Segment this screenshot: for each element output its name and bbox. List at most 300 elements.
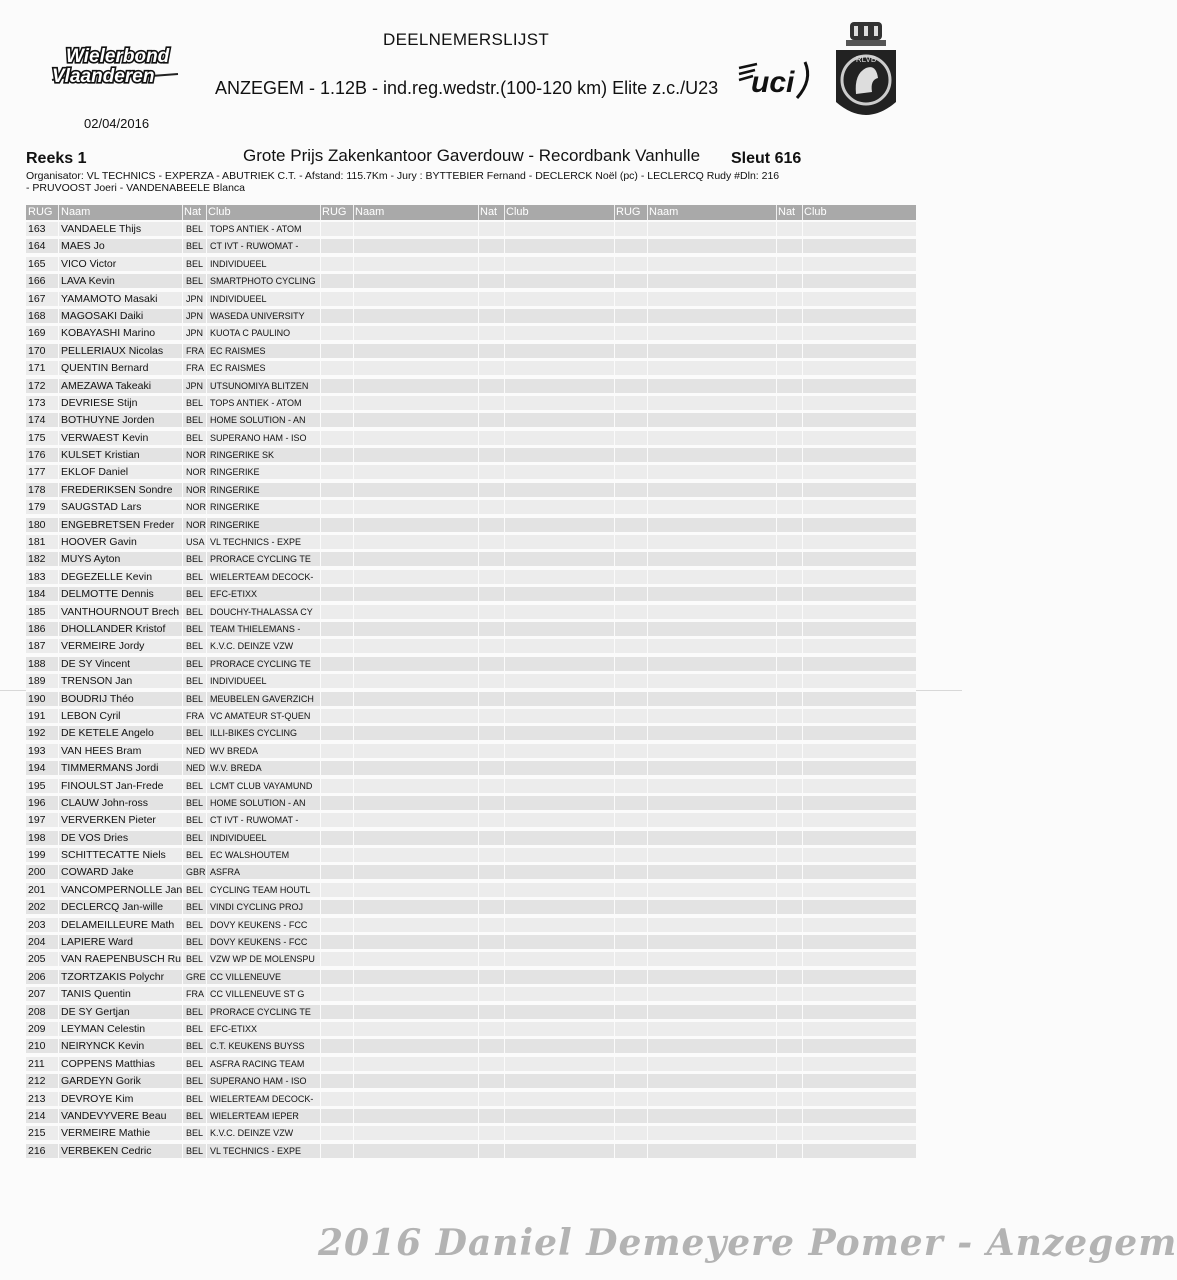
nationality-cell: GBR — [186, 867, 206, 878]
table-row — [26, 794, 916, 811]
club-cell: ASFRA — [210, 867, 241, 878]
rug-cell: 205 — [28, 953, 46, 966]
table-row — [26, 846, 916, 863]
table-row — [26, 742, 916, 759]
name-cell: PELLERIAUX Nicolas — [61, 344, 164, 357]
club-cell: HOME SOLUTION - AN — [210, 415, 306, 426]
table-row — [26, 394, 916, 411]
rug-cell: 197 — [28, 814, 46, 827]
col-header-naam: Naam — [61, 206, 91, 218]
club-cell: TOPS ANTIEK - ATOM — [210, 224, 302, 234]
table-row — [26, 881, 916, 898]
name-cell: SAUGSTAD Lars — [61, 501, 142, 514]
rug-cell: 176 — [28, 449, 46, 462]
photographer-watermark: 2016 Daniel Demeyere Pomer - Anzegem — [318, 1222, 1177, 1264]
club-cell: SUPERANO HAM - ISO — [210, 1076, 307, 1087]
table-row — [26, 690, 916, 707]
table-row — [26, 620, 916, 637]
nationality-cell: USA — [186, 537, 205, 548]
table-row — [26, 533, 916, 550]
nationality-cell: BEL — [186, 554, 204, 565]
nationality-cell: BEL — [186, 641, 204, 652]
nationality-cell: BEL — [186, 258, 204, 269]
club-cell: PRORACE CYCLING TE — [210, 658, 311, 669]
club-cell: ILLI-BIKES CYCLING — [210, 728, 298, 739]
name-cell: KULSET Kristian — [61, 449, 140, 462]
rug-cell: 195 — [28, 779, 46, 792]
club-cell: K.V.C. DEINZE VZW — [210, 641, 294, 652]
club-cell: WIELERTEAM DECOCK- — [210, 571, 314, 582]
rug-cell: 202 — [28, 901, 46, 914]
table-row — [26, 1055, 916, 1072]
table-row — [26, 516, 916, 533]
name-cell: VAN RAEPENBUSCH Ru — [61, 953, 182, 966]
table-row — [26, 290, 916, 307]
name-cell: TZORTZAKIS Polychr — [61, 970, 165, 983]
rug-cell: 212 — [28, 1075, 46, 1088]
club-cell: INDIVIDUEEL — [210, 832, 267, 843]
name-cell: VERWAEST Kevin — [61, 431, 149, 444]
name-cell: DEVRIESE Stijn — [61, 396, 138, 409]
svg-text:uci: uci — [751, 66, 795, 99]
rug-cell: 188 — [28, 657, 46, 670]
col-header-nat: Nat — [184, 206, 202, 218]
rug-cell: 186 — [28, 622, 46, 635]
rug-cell: 179 — [28, 501, 46, 514]
rug-cell: 204 — [28, 936, 46, 949]
table-row — [26, 811, 916, 828]
club-cell: CC VILLENEUVE ST G — [210, 989, 305, 1000]
rug-cell: 187 — [28, 640, 46, 653]
club-cell: CT IVT - RUWOMAT - — [210, 815, 299, 826]
name-cell: BOUDRIJ Théo — [61, 692, 134, 705]
name-cell: DELMOTTE Dennis — [61, 588, 154, 601]
nationality-cell: BEL — [186, 1145, 204, 1156]
nationality-cell: FRA — [186, 989, 204, 1000]
name-cell: VERMEIRE Mathie — [61, 1127, 151, 1140]
nationality-cell: BEL — [186, 832, 204, 843]
club-cell: MEUBELEN GAVERZICH — [210, 693, 314, 704]
table-row — [26, 272, 916, 289]
table-body — [26, 220, 916, 1159]
rug-cell: 180 — [28, 518, 46, 531]
nationality-cell: NED — [186, 763, 206, 774]
name-cell: DHOLLANDER Kristof — [61, 622, 166, 635]
rug-cell: 178 — [28, 483, 46, 496]
rug-cell: 198 — [28, 831, 46, 844]
nationality-cell: BEL — [186, 884, 204, 895]
table-row — [26, 1072, 916, 1089]
name-cell: MUYS Ayton — [61, 553, 121, 566]
name-cell: LAVA Kevin — [61, 275, 115, 288]
name-cell: BOTHUYNE Jorden — [61, 414, 155, 427]
col-header-nat-3: Nat — [778, 206, 796, 218]
name-cell: CLAUW John-ross — [61, 796, 148, 809]
name-cell: VAN HEES Bram — [61, 744, 142, 757]
club-cell: INDIVIDUEEL — [210, 676, 267, 687]
name-cell: DE VOS Dries — [61, 831, 129, 844]
name-cell: VANDEVYVERE Beau — [61, 1109, 167, 1122]
col-header-naam-2: Naam — [355, 206, 385, 218]
nationality-cell: NED — [186, 745, 206, 756]
race-category: ANZEGEM - 1.12B - ind.reg.wedstr.(100-120 km) Elite z.c./U23 — [215, 78, 719, 98]
rug-cell: 175 — [28, 431, 46, 444]
club-cell: HOME SOLUTION - AN — [210, 797, 306, 808]
table-row — [26, 829, 916, 846]
nationality-cell: BEL — [186, 1006, 204, 1017]
rug-cell: 170 — [28, 344, 46, 357]
club-cell: DOUCHY-THALASSA CY — [210, 606, 313, 617]
race-date: 02/04/2016 — [84, 116, 150, 131]
name-cell: LEBON Cyril — [61, 709, 121, 722]
name-cell: YAMAMOTO Masaki — [61, 292, 158, 305]
rug-cell: 192 — [28, 727, 46, 740]
rug-cell: 200 — [28, 866, 46, 879]
table-row — [26, 968, 916, 985]
nationality-cell: BEL — [186, 571, 204, 582]
rug-cell: 173 — [28, 396, 46, 409]
club-cell: WIELERTEAM IEPER — [210, 1110, 299, 1121]
table-row — [26, 672, 916, 689]
name-cell: SCHITTECATTE Niels — [61, 849, 166, 862]
table-row — [26, 950, 916, 967]
name-cell: DEGEZELLE Kevin — [61, 570, 153, 583]
wielerbond-vlaanderen-logo — [46, 44, 184, 88]
name-cell: DELAMEILLEURE Math — [61, 918, 175, 931]
table-row — [26, 898, 916, 915]
table-row — [26, 481, 916, 498]
table-row — [26, 603, 916, 620]
table-row — [26, 1107, 916, 1124]
name-cell: DECLERCQ Jan-wille — [61, 901, 164, 914]
rug-cell: 203 — [28, 918, 46, 931]
rug-cell: 199 — [28, 849, 46, 862]
nationality-cell: BEL — [186, 623, 204, 634]
rug-cell: 189 — [28, 675, 46, 688]
rug-cell: 166 — [28, 275, 46, 288]
nationality-cell: NOR — [186, 502, 206, 513]
club-cell: CC VILLENEUVE — [210, 971, 282, 982]
nationality-cell: BEL — [186, 1041, 204, 1052]
club-cell: EC RAISMES — [210, 345, 266, 356]
club-cell: RINGERIKE — [210, 484, 260, 495]
organizer-line-1: Organisator: VL TECHNICS - EXPERZA - ABUTRIEK C.T. - Afstand: 115.7Km - Jury : BYTTEBIER Fernand - DECLERCK Noël (pc) - LECLERCQ Rudy #Dln: 216 — [26, 170, 780, 182]
table-header — [26, 205, 916, 220]
table-row — [26, 220, 916, 237]
nationality-cell: BEL — [186, 902, 204, 913]
nationality-cell: JPN — [186, 293, 204, 304]
name-cell: QUENTIN Bernard — [61, 362, 149, 375]
rug-cell: 165 — [28, 257, 46, 270]
rug-cell: 177 — [28, 466, 46, 479]
nationality-cell: BEL — [186, 919, 204, 930]
col-header-rug: RUG — [28, 206, 53, 218]
col-header-naam-3: Naam — [649, 206, 679, 218]
name-cell: HOOVER Gavin — [61, 536, 137, 549]
rug-cell: 164 — [28, 240, 46, 253]
rug-cell: 183 — [28, 570, 46, 583]
club-cell: EFC-ETIXX — [210, 589, 258, 600]
nationality-cell: BEL — [186, 1058, 204, 1069]
club-cell: PRORACE CYCLING TE — [210, 1006, 311, 1017]
nationality-cell: BEL — [186, 224, 204, 234]
nationality-cell: BEL — [186, 1023, 204, 1034]
rug-cell: 167 — [28, 292, 46, 305]
club-cell: K.V.C. DEINZE VZW — [210, 1128, 294, 1139]
table-row — [26, 916, 916, 933]
rug-cell: 184 — [28, 588, 46, 601]
name-cell: AMEZAWA Takeaki — [61, 379, 152, 392]
table-row — [26, 777, 916, 794]
name-cell: VERBEKEN Cedric — [61, 1144, 152, 1157]
name-cell: FINOULST Jan-Frede — [61, 779, 164, 792]
rug-cell: 168 — [28, 309, 46, 322]
col-header-club-2: Club — [506, 206, 529, 218]
nationality-cell: BEL — [186, 954, 204, 965]
table-row — [26, 759, 916, 776]
club-cell: RINGERIKE SK — [210, 450, 275, 461]
rug-cell: 210 — [28, 1040, 46, 1053]
name-cell: MAES Jo — [61, 240, 105, 253]
organizer-line-2: - PRUVOOST Joeri - VANDENABEELE Blanca — [26, 182, 246, 194]
nationality-cell: BEL — [186, 432, 204, 443]
club-cell: CYCLING TEAM HOUTL — [210, 884, 311, 895]
nationality-cell: BEL — [186, 728, 204, 739]
club-cell: CT IVT - RUWOMAT - — [210, 241, 299, 252]
club-cell: ASFRA RACING TEAM — [210, 1058, 305, 1069]
rug-cell: 213 — [28, 1092, 46, 1105]
nationality-cell: BEL — [186, 815, 204, 826]
nationality-cell: BEL — [186, 693, 204, 704]
club-cell: TEAM THIELEMANS - — [210, 623, 301, 634]
table-row — [26, 324, 916, 341]
name-cell: FREDERIKSEN Sondre — [61, 483, 173, 496]
col-header-rug-2: RUG — [322, 206, 347, 218]
name-cell: DE KETELE Angelo — [61, 727, 154, 740]
rug-cell: 172 — [28, 379, 46, 392]
name-cell: ENGEBRETSEN Freder — [61, 518, 175, 531]
club-cell: VL TECHNICS - EXPE — [210, 537, 302, 548]
club-cell: VZW WP DE MOLENSPU — [210, 954, 315, 965]
col-header-club-3: Club — [804, 206, 827, 218]
table-row — [26, 568, 916, 585]
nationality-cell: BEL — [186, 606, 204, 617]
table-row — [26, 863, 916, 880]
uci-logo — [735, 58, 813, 102]
table-row — [26, 463, 916, 480]
name-cell: VERVERKEN Pieter — [61, 814, 156, 827]
table-row — [26, 237, 916, 254]
rug-cell: 191 — [28, 709, 46, 722]
nationality-cell: FRA — [186, 710, 204, 721]
rug-cell: 215 — [28, 1127, 46, 1140]
table-row — [26, 985, 916, 1002]
svg-text:RLVB: RLVB — [855, 55, 877, 64]
participants-table — [26, 205, 916, 1159]
club-cell: VC AMATEUR ST-QUEN — [210, 710, 311, 721]
table-row — [26, 342, 916, 359]
rug-cell: 209 — [28, 1022, 46, 1035]
name-cell: MAGOSAKI Daiki — [61, 309, 144, 322]
rug-cell: 185 — [28, 605, 46, 618]
table-row — [26, 377, 916, 394]
table-row — [26, 1020, 916, 1037]
rug-cell: 163 — [28, 223, 46, 235]
nationality-cell: BEL — [186, 1093, 204, 1104]
table-row — [26, 933, 916, 950]
name-cell: TANIS Quentin — [61, 988, 131, 1001]
name-cell: DE SY Vincent — [61, 657, 131, 670]
table-row — [26, 655, 916, 672]
rug-cell: 208 — [28, 1005, 46, 1018]
table-row — [26, 585, 916, 602]
nationality-cell: FRA — [186, 363, 204, 374]
nationality-cell: JPN — [186, 380, 204, 391]
club-cell: RINGERIKE — [210, 467, 260, 478]
club-cell: RINGERIKE — [210, 502, 260, 513]
nationality-cell: NOR — [186, 467, 206, 478]
club-cell: C.T. KEUKENS BUYSS — [210, 1041, 305, 1052]
table-row — [26, 446, 916, 463]
table-row — [26, 1142, 916, 1159]
sleut-number: Sleut 616 — [731, 150, 802, 167]
table-row — [26, 724, 916, 741]
col-header-nat-2: Nat — [480, 206, 498, 218]
name-cell: NEIRYNCK Kevin — [61, 1040, 145, 1053]
svg-text:Wielerbond: Wielerbond — [66, 46, 170, 67]
club-cell: RINGERIKE — [210, 519, 260, 530]
nationality-cell: BEL — [186, 397, 204, 408]
organizer-info — [26, 170, 816, 194]
nationality-cell: NOR — [186, 450, 206, 461]
rug-cell: 196 — [28, 796, 46, 809]
table-row — [26, 550, 916, 567]
club-cell: LCMT CLUB VAYAMUND — [210, 780, 313, 791]
nationality-cell: BEL — [186, 937, 204, 948]
club-cell: WASEDA UNIVERSITY — [210, 310, 305, 321]
name-cell: VANTHOURNOUT Brech — [61, 605, 180, 618]
nationality-cell: JPN — [186, 328, 204, 339]
table-row — [26, 1124, 916, 1141]
nationality-cell: FRA — [186, 345, 204, 356]
nationality-cell: JPN — [186, 310, 204, 321]
nationality-cell: BEL — [186, 676, 204, 687]
club-cell: W.V. BREDA — [210, 763, 262, 774]
club-cell: UTSUNOMIYA BLITZEN — [210, 380, 309, 391]
nationality-cell: BEL — [186, 589, 204, 600]
club-cell: SUPERANO HAM - ISO — [210, 432, 307, 443]
club-cell: DOVY KEUKENS - FCC — [210, 919, 308, 930]
table-row — [26, 411, 916, 428]
table-row — [26, 707, 916, 724]
nationality-cell: BEL — [186, 1128, 204, 1139]
rug-cell: 211 — [28, 1057, 45, 1070]
table-row — [26, 1003, 916, 1020]
name-cell: COPPENS Matthias — [61, 1057, 155, 1070]
name-cell: LAPIERE Ward — [61, 936, 133, 949]
club-cell: VL TECHNICS - EXPE — [210, 1145, 302, 1156]
name-cell: EKLOF Daniel — [61, 466, 129, 479]
name-cell: VERMEIRE Jordy — [61, 640, 145, 653]
club-cell: KUOTA C PAULINO — [210, 328, 291, 339]
nationality-cell: BEL — [186, 1076, 204, 1087]
club-cell: SMARTPHOTO CYCLING — [210, 276, 316, 287]
name-cell: COWARD Jake — [61, 866, 134, 879]
nationality-cell: GRE — [186, 971, 206, 982]
club-cell: EC WALSHOUTEM — [210, 850, 290, 861]
nationality-cell: BEL — [186, 1110, 204, 1121]
table-row — [26, 307, 916, 324]
rug-cell: 181 — [28, 536, 46, 549]
table-row — [26, 637, 916, 654]
rug-cell: 190 — [28, 692, 46, 705]
name-cell: DE SY Gertjan — [61, 1005, 130, 1018]
table-row — [26, 359, 916, 376]
rug-cell: 207 — [28, 988, 46, 1001]
rug-cell: 216 — [28, 1144, 46, 1157]
club-cell: DOVY KEUKENS - FCC — [210, 937, 308, 948]
name-cell: TRENSON Jan — [61, 675, 133, 688]
rlvb-emblem — [826, 18, 906, 130]
nationality-cell: BEL — [186, 780, 204, 791]
table-row — [26, 255, 916, 272]
rug-cell: 194 — [28, 762, 46, 775]
svg-text:Vlaanderen: Vlaanderen — [52, 66, 155, 87]
rug-cell: 174 — [28, 414, 46, 427]
rug-cell: 214 — [28, 1109, 46, 1122]
rug-cell: 206 — [28, 970, 46, 983]
name-cell: DEVROYE Kim — [61, 1092, 134, 1105]
club-cell: WIELERTEAM DECOCK- — [210, 1093, 314, 1104]
club-cell: EC RAISMES — [210, 363, 266, 374]
rug-cell: 169 — [28, 327, 46, 340]
table-row — [26, 429, 916, 446]
nationality-cell: NOR — [186, 519, 206, 530]
nationality-cell: BEL — [186, 241, 204, 252]
rug-cell: 171 — [28, 362, 46, 375]
series-label: Reeks 1 — [26, 150, 87, 167]
table-row — [26, 1037, 916, 1054]
club-cell: VINDI CYCLING PROJ — [210, 902, 304, 913]
nationality-cell: BEL — [186, 658, 204, 669]
club-cell: PRORACE CYCLING TE — [210, 554, 311, 565]
name-cell: TIMMERMANS Jordi — [61, 762, 159, 775]
name-cell: LEYMAN Celestin — [61, 1022, 146, 1035]
nationality-cell: BEL — [186, 415, 204, 426]
nationality-cell: NOR — [186, 484, 206, 495]
name-cell: VANDAELE Thijs — [61, 223, 142, 235]
name-cell: GARDEYN Gorik — [61, 1075, 141, 1088]
table-row — [26, 1090, 916, 1107]
page-title: DEELNEMERSLIJST — [383, 30, 550, 49]
club-cell: WV BREDA — [210, 745, 259, 756]
nationality-cell: BEL — [186, 276, 204, 287]
club-cell: INDIVIDUEEL — [210, 258, 267, 269]
rug-cell: 201 — [28, 883, 46, 896]
club-cell: TOPS ANTIEK - ATOM — [210, 397, 302, 408]
name-cell: VANCOMPERNOLLE Jan — [61, 883, 183, 896]
rug-cell: 193 — [28, 744, 46, 757]
rug-cell: 182 — [28, 553, 46, 566]
col-header-rug-3: RUG — [616, 206, 641, 218]
club-cell: EFC-ETIXX — [210, 1023, 258, 1034]
name-cell: VICO Victor — [61, 257, 117, 270]
race-name: Grote Prijs Zakenkantoor Gaverdouw - Recordbank Vanhulle — [243, 146, 701, 165]
nationality-cell: BEL — [186, 850, 204, 861]
col-header-club: Club — [208, 206, 231, 218]
name-cell: KOBAYASHI Marino — [61, 327, 156, 340]
club-cell: INDIVIDUEEL — [210, 293, 267, 304]
